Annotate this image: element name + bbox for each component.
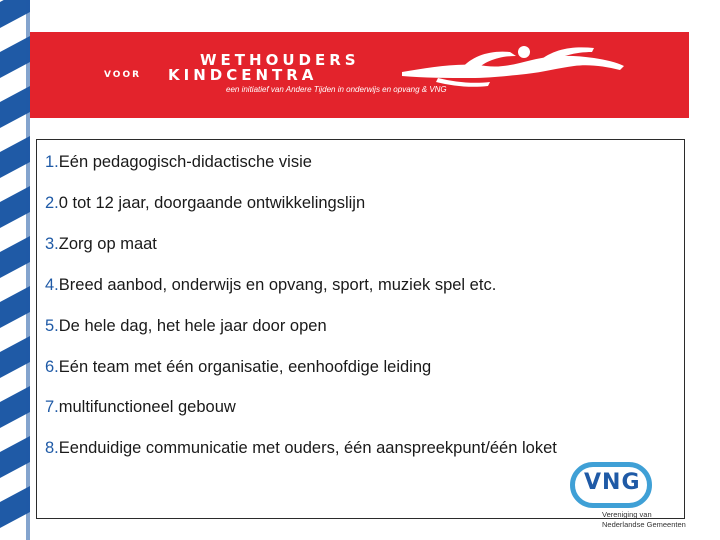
banner-title-line2: KINDCENTRA: [168, 66, 318, 84]
list-item: 4.Breed aanbod, onderwijs en opvang, sport, muziek spel etc.: [45, 276, 497, 294]
swimmer-figure-icon: [398, 42, 628, 90]
vng-logo-subtitle-2: Nederlandse Gemeenten: [602, 520, 686, 529]
list-item: 3.Zorg op maat: [45, 235, 157, 253]
list-item: 7.multifunctioneel gebouw: [45, 398, 236, 416]
list-item: 1.Eén pedagogisch-didactische visie: [45, 153, 312, 171]
header-banner: [30, 32, 689, 118]
banner-title-line1: WETHOUDERS: [200, 51, 360, 69]
vng-logo: [568, 462, 703, 532]
list-item: 8.Eenduidige communicatie met ouders, één aanspreekpunt/één loket: [45, 439, 557, 457]
list-item: 6.Eén team met één organisatie, eenhoofdige leiding: [45, 358, 432, 376]
list-item: 5.De hele dag, het hele jaar door open: [45, 317, 327, 335]
list-item: 2.0 tot 12 jaar, doorgaande ontwikkelingslijn: [45, 194, 366, 212]
vng-logo-text: VNG: [584, 470, 641, 495]
decorative-side-stripes: [0, 0, 30, 540]
banner-tagline: een initiatief van Andere Tijden in onderwijs en opvang & VNG: [226, 85, 447, 94]
banner-voor: VOOR: [104, 70, 142, 80]
vng-logo-subtitle-1: Vereniging van: [602, 510, 652, 519]
